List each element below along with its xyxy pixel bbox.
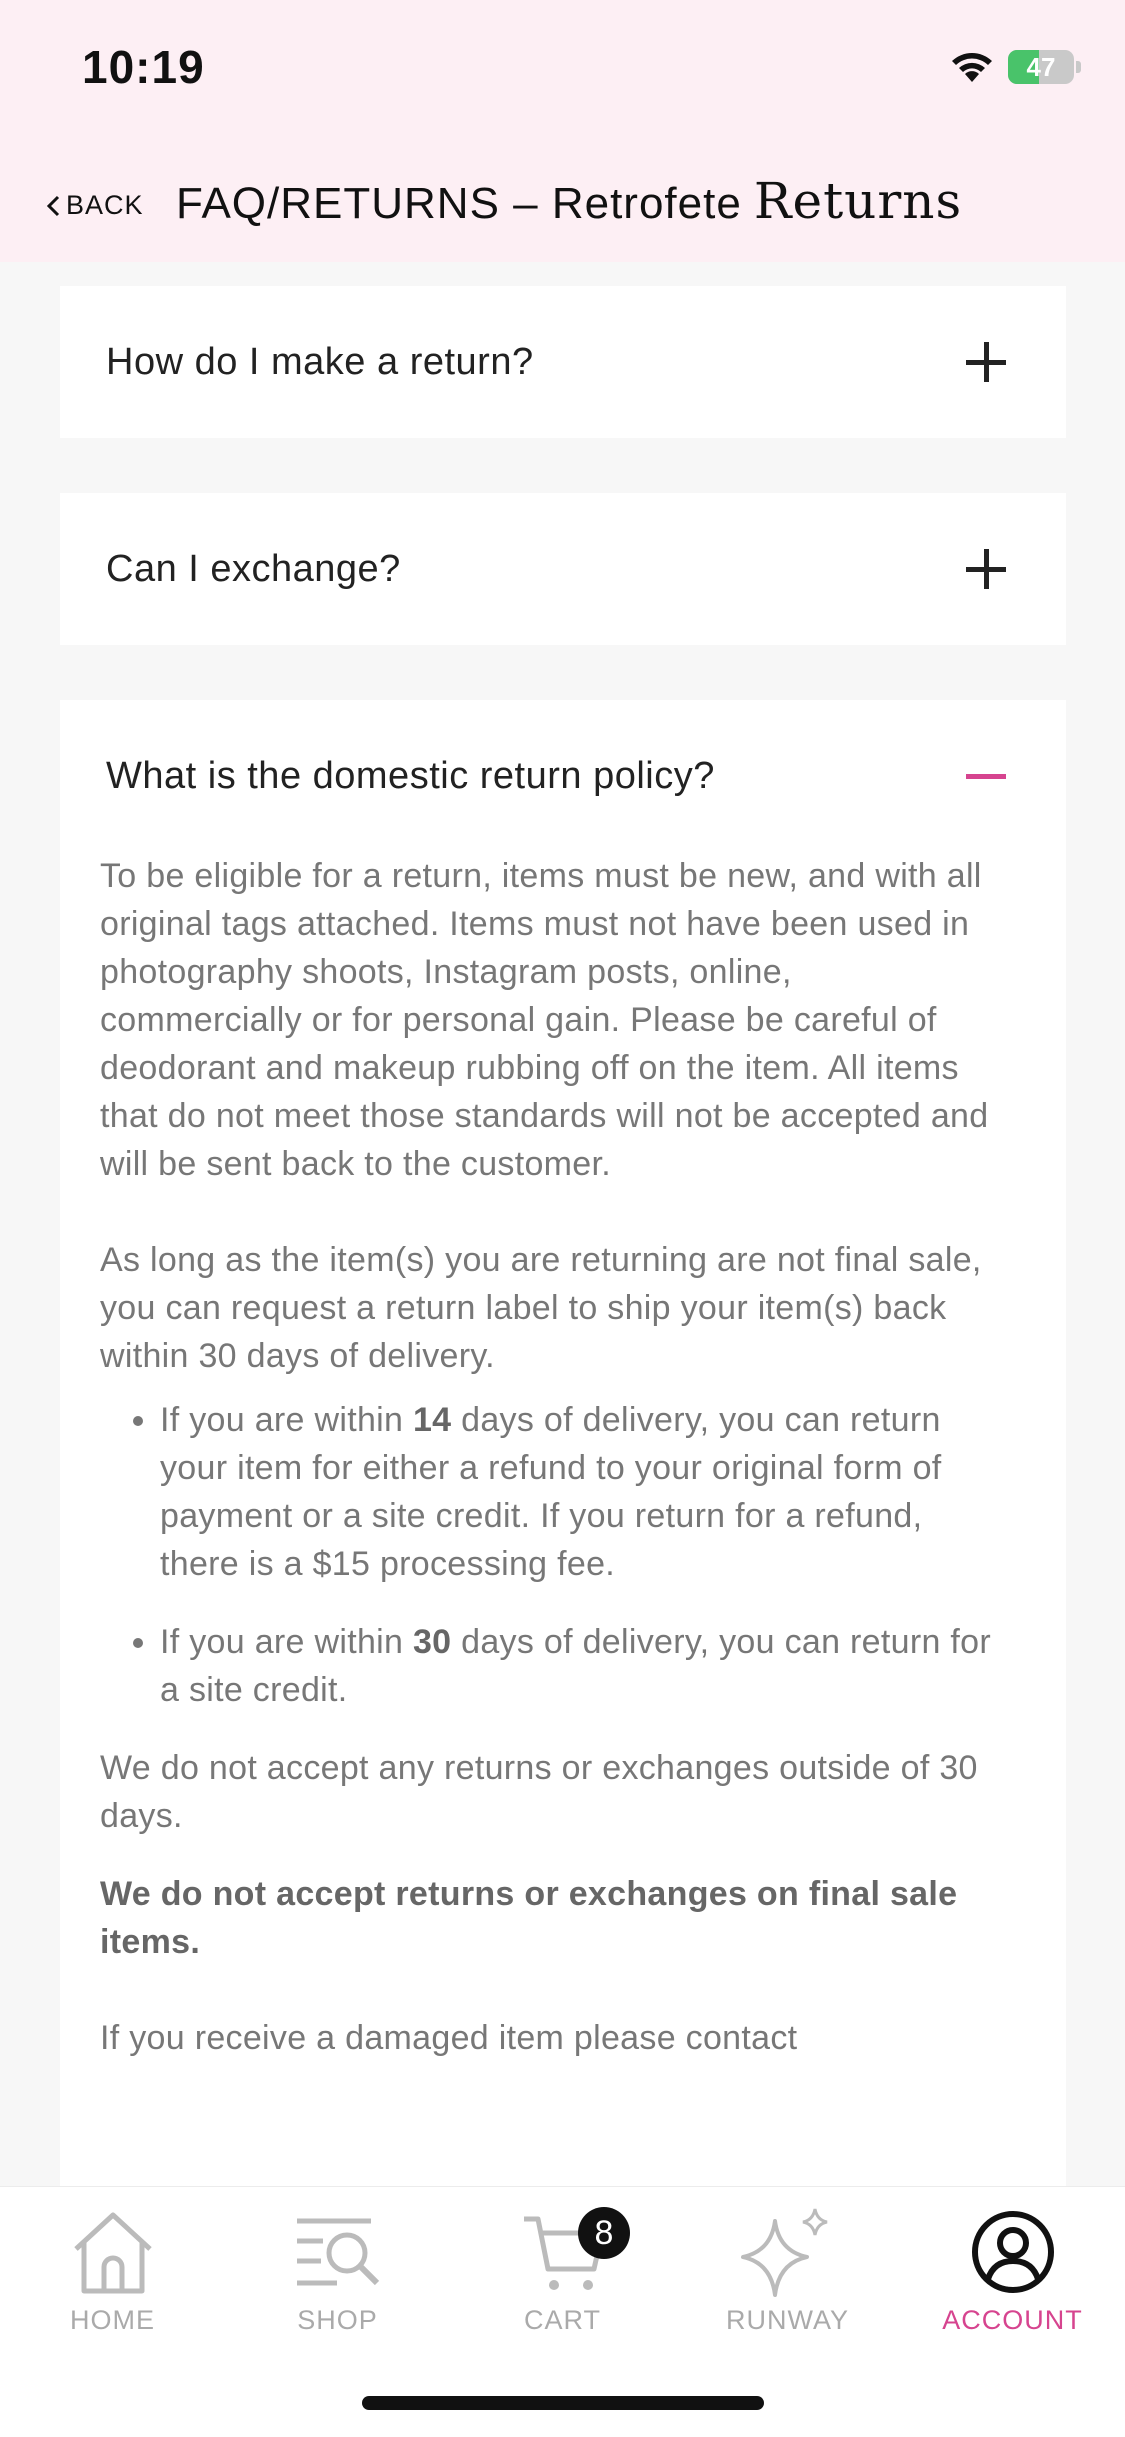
- answer-paragraph: We do not accept any returns or exchanges outside of 30 days.: [100, 1749, 978, 1835]
- back-button[interactable]: [46, 190, 144, 221]
- wifi-icon: [950, 50, 994, 84]
- top-header: [0, 0, 1125, 262]
- answer-bullet: • If you are within 14 days of delivery, you can return your item for either a refund to your original form of payment or a site credit. If you return for a refund, there is a $15 processing fee.: [160, 1396, 1000, 1588]
- plus-icon[interactable]: [966, 342, 1006, 382]
- faq-answer: [100, 852, 1000, 2062]
- answer-paragraph-bold: We do not accept returns or exchanges on final sale items.: [100, 1875, 958, 1961]
- battery-level: 47: [1026, 51, 1056, 82]
- home-indicator: [362, 2396, 764, 2410]
- home-icon: [68, 2207, 158, 2297]
- faq-question: What is the domestic return policy?: [106, 754, 715, 797]
- shop-search-icon: [293, 2207, 383, 2297]
- faq-question: Can I exchange?: [106, 547, 401, 590]
- page-title: [176, 172, 962, 230]
- tab-runway[interactable]: [675, 2207, 900, 2336]
- battery-icon: [1008, 50, 1074, 84]
- sparkle-icon: [733, 2207, 843, 2297]
- minus-icon[interactable]: [966, 756, 1006, 796]
- page-title-brand: Returns: [753, 172, 963, 230]
- tab-label: HOME: [70, 2305, 155, 2335]
- tab-account[interactable]: [900, 2207, 1125, 2336]
- status-time: 10:19: [82, 41, 205, 93]
- tab-shop[interactable]: [225, 2207, 450, 2336]
- answer-paragraph: To be eligible for a return, items must be new, and with all original tags attached. Items must not have been used in photography shoots, Instagram posts, online, commercially or for personal gain. Please be careful of deodorant and makeup rubbing off on the item. All items that do not meet those standards will not be accepted and will be sent back to the customer.: [100, 857, 989, 1183]
- tab-label: SHOP: [297, 2305, 378, 2335]
- answer-bullets: [100, 1396, 1000, 1714]
- plus-icon[interactable]: [966, 549, 1006, 589]
- account-icon: [968, 2207, 1058, 2297]
- tab-label: CART: [523, 2305, 601, 2335]
- page-title-text: FAQ/RETURNS – Retrofete: [176, 179, 742, 228]
- answer-paragraph: As long as the item(s) you are returning are not final sale, you can request a return label to ship your item(s) back within 30 days of delivery.: [100, 1241, 982, 1375]
- faq-item[interactable]: [60, 493, 1066, 645]
- back-label: BACK: [66, 190, 144, 220]
- chevron-left-icon: [46, 195, 60, 217]
- faq-item[interactable]: [60, 286, 1066, 438]
- tab-label: RUNWAY: [726, 2305, 849, 2335]
- answer-bullet: • If you are within 30 days of delivery, you can return for a site credit.: [160, 1618, 1000, 1714]
- cart-badge: 8: [578, 2207, 630, 2259]
- answer-paragraph: If you receive a damaged item please contact: [100, 2019, 798, 2057]
- tab-label: ACCOUNT: [942, 2305, 1083, 2335]
- tab-home[interactable]: [0, 2207, 225, 2336]
- faq-item-expanded[interactable]: [60, 700, 1066, 2186]
- status-icons: [950, 50, 1081, 84]
- faq-question: How do I make a return?: [106, 340, 534, 383]
- tab-cart[interactable]: [450, 2207, 675, 2336]
